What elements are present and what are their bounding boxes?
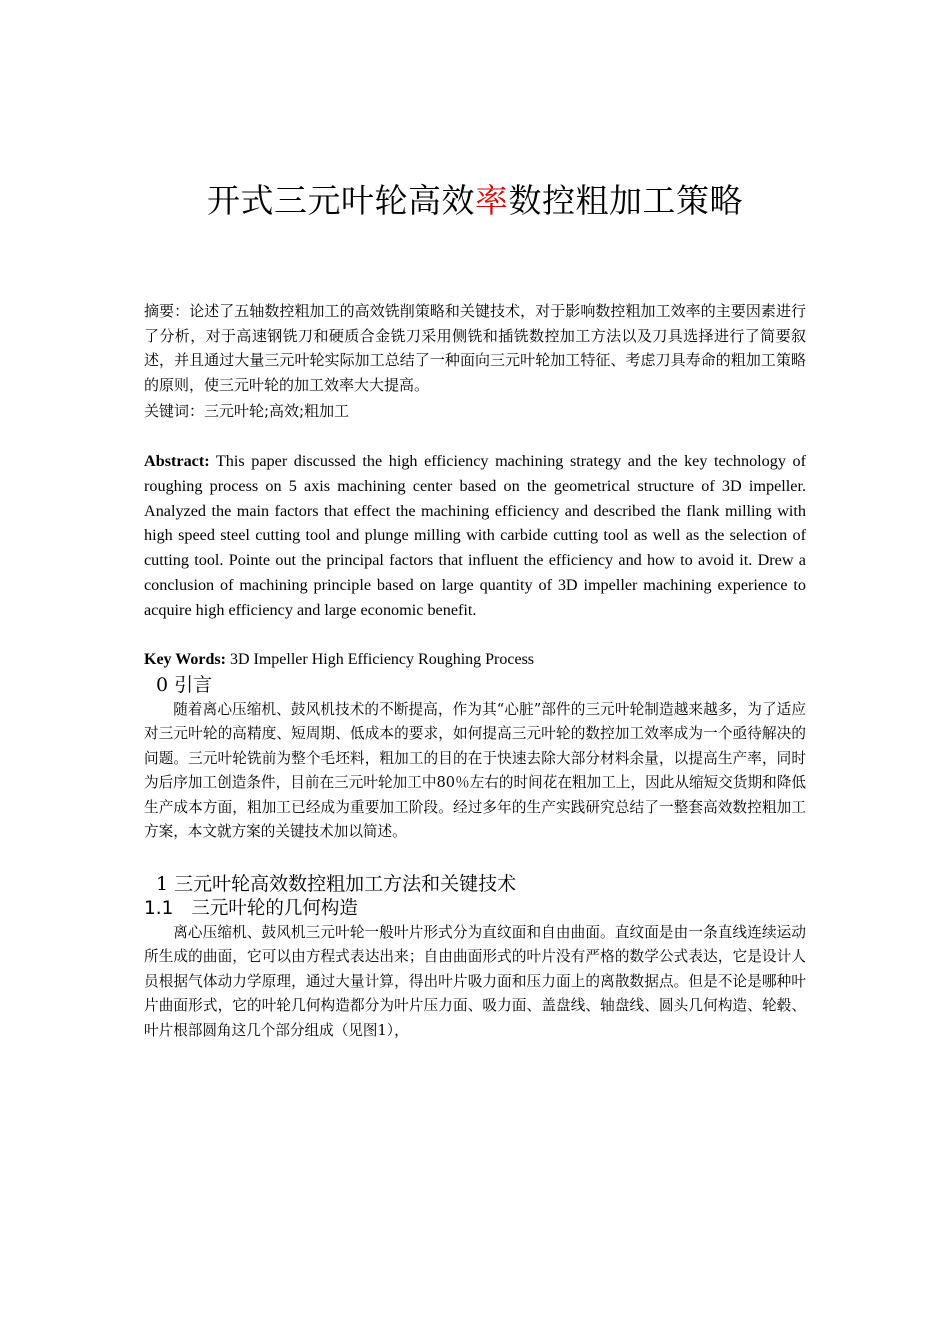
chinese-keywords: 关键词：三元叶轮;高效;粗加工 [144,402,350,420]
title-part-2: 数控粗加工策略 [508,181,743,220]
english-abstract-label: Abstract: [144,452,210,470]
subsection-number: 1.1 [144,898,174,919]
introduction-paragraph: 随着离心压缩机、鼓风机技术的不断提高，作为其“心脏”部件的三元叶轮制造越来越多，为了适应对三元叶轮的高精度、短周期、低成本的要求，如何提高三元叶轮的数控加工效率成为一个亟待解决的问题。三元叶轮铣前为整个毛坯料，粗加工的目的在于快速去除大部分材料余量，以提高生产率，同时为后序加工创造条件，目前在三元叶轮加工中80％左右的时间花在粗加工上，因此从缩短交货期和降低生产成本方面，粗加工已经成为重要加工阶段。经过多年的生产实践研究总结了一整套高效数控粗加工方案，本文就方案的关键技术加以简述。 [144,701,806,841]
chinese-abstract: 摘要：论述了五轴数控粗加工的高效铣削策略和关键技术，对于影响数控粗加工效率的主要因素进行了分析，对于高速钢铣刀和硬质合金铣刀采用侧铣和插铣数控加工方法以及刀具选择进行了简要叙述，并且通过大量三元叶轮实际加工总结了一种面向三元叶轮加工特征、考虑刀具寿命的粗加工策略的原则，使三元叶轮的加工效率大大提高。 [144,302,806,394]
title-highlight-char: 率 [475,181,509,220]
section-heading-introduction: 0 引言 [156,674,213,696]
subsection-heading-1-1 [144,896,358,922]
section-heading-1: 1 三元叶轮高效数控粗加工方法和关键技术 [156,873,517,895]
paper-title [0,178,950,224]
english-keywords-text: 3D Impeller High Efficiency Roughing Process [225,651,535,668]
english-abstract [144,449,806,623]
subsection-title: 三元叶轮的几何构造 [191,898,358,919]
title-part-1: 开式三元叶轮高效 [207,181,475,220]
geometry-paragraph: 离心压缩机、鼓风机三元叶轮一般叶片形式分为直纹面和自由曲面。直纹面是由一条直线连续运动所生成的曲面，它可以由方程式表达出来；自由曲面形式的叶片没有严格的数学公式表达，它是设计人员根据气体动力学原理，通过大量计算，得出叶片吸力面和压力面上的离散数据点。但是不论是哪种叶片曲面形式，它的叶轮几何构造都分为叶片压力面、吸力面、盖盘线、轴盘线、圆头几何构造、轮毂、叶片根部圆角这几个部分组成（见图1）， [144,924,806,1039]
english-keywords [144,648,806,672]
english-keywords-label: Key Words: [144,651,226,668]
english-abstract-text: This paper discussed the high efficiency machining strategy and the key technology of roughing process on 5 axis machining center based on the geometrical structure of 3D impeller. Analyzed the main factors that effect the machining efficiency and described the flank milling with high speed steel cutting tool and plunge milling with carbide cutting tool as well as the selection of cutting tool. Pointe out the principal factors that influent the efficiency and how to avoid it. Drew a conclusion of machining principle based on large quantity of 3D impeller machining experience to acquire high efficiency and large economic benefit. [144,452,806,619]
